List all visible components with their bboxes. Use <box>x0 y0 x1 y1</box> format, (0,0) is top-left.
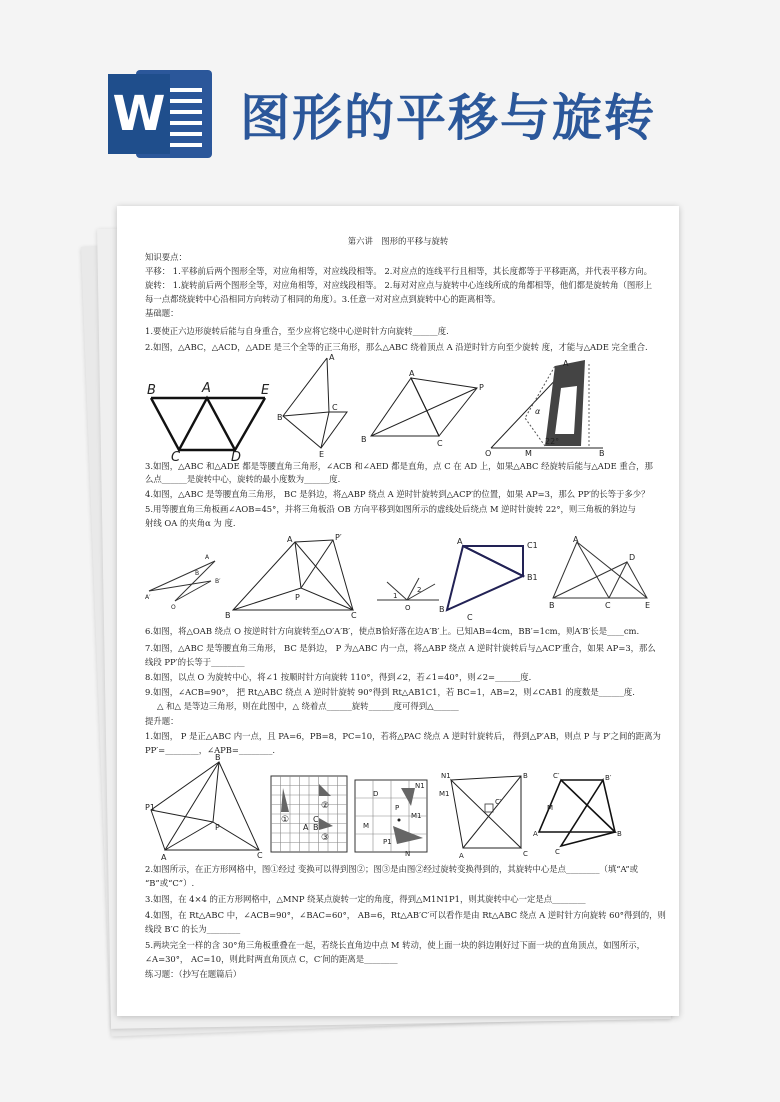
fig8-label: B1 <box>527 573 538 582</box>
fig10-label: B <box>215 753 221 762</box>
fig9-label: D <box>629 553 636 562</box>
fig11-label: ① <box>281 815 290 825</box>
fig2-label: C <box>332 403 338 412</box>
fig14-label: B <box>617 830 622 838</box>
text-line: 射线 OA 的夹角α 为 度. <box>145 518 236 528</box>
word-logo-icon <box>108 70 212 158</box>
fig9-label: B <box>549 601 555 610</box>
text-line: 5.用等腰直角三角板画∠AOB=45°，并将三角板沿 OB 方向平移到如图所示的虚线处后绕点 M 逆时针旋转 22°，则三角板的斜边与 <box>145 504 636 514</box>
text-line: 么点______是旋转中心，旋转的最小度数为______度. <box>145 474 341 484</box>
fig4-label: B <box>599 449 605 458</box>
fig14-label: B′ <box>605 774 612 782</box>
text-line: 4.如图，在 Rt△ABC 中，∠ACB=90°，∠BAC=60°， AB=6，Rt△AB′C′可以看作是由 Rt△ABC 绕点 A 逆时针方向旋转 60°得到的，则 <box>145 910 666 920</box>
fig13-label: C <box>523 850 528 858</box>
fig4-label: α <box>535 407 541 416</box>
fig5-label: B′ <box>215 578 221 585</box>
fig5-label: O <box>171 604 176 611</box>
fig11-label: ② <box>321 801 330 811</box>
text-line: 线段 PP′的长等于________ <box>145 657 245 667</box>
text-line: 每一点都绕旋转中心沿相同方向转动了相同的角度）。3.任意一对对应点到旋转中心的距离相等。 <box>145 294 501 304</box>
text-line: 8.如图，以点 O 为旋转中心，将∠1 按顺时针方向旋转 110°，得到∠2，若∠1=40°，则∠2=______度. <box>145 672 532 682</box>
text-line: 4.如图，△ABC 是等腰直角三角形， BC 是斜边，将△ABP 绕点 A 逆时针旋转到△ACP′的位置，如果 AP=3，那么 PP′的长等于多少？ <box>145 489 650 499</box>
fig12-label: M <box>363 822 370 830</box>
fig2-label: E <box>319 450 325 459</box>
fig9-label: A <box>573 535 579 544</box>
fig11-label: ③ <box>321 833 330 843</box>
text-line: 3.如图，在 4×4 的正方形网格中，△MNP 绕某点旋转一定的角度，得到△M1N1P1，则其旋转中心一定是点________ <box>145 894 586 904</box>
text-line: 9.如图，∠ACB=90°， 把 Rt△ABC 绕点 A 逆时针旋转 90°得到 Rt△AB1C1，若 BC=1，AB=2，则∠CAB1 的度数是______度. <box>145 687 635 697</box>
fig4-label: M <box>525 449 532 458</box>
banner <box>0 0 780 200</box>
fig7-label: O <box>405 604 411 612</box>
fig11-label: A <box>303 823 309 832</box>
fig3-label: A <box>409 369 415 378</box>
fig2-label: B <box>277 413 283 422</box>
text-line: 3.如图，△ABC 和△ADE 都是等腰直角三角形，∠ACB 和∠AED 都是直角，点 C 在 AD 上，如果△ABC 经旋转后能与△ADE 重合，那 <box>145 461 653 471</box>
fig13-label: B <box>523 772 528 780</box>
fig4-label: A <box>563 359 569 368</box>
fig12-label: N <box>405 850 411 858</box>
fig8-label: C1 <box>527 541 538 550</box>
text-line: 5.两块完全一样的含 30°角三角板重叠在一起，若绕长直角边中点 M 转动，使上面一块的斜边刚好过下面一块的直角顶点，如图所示， <box>145 940 646 950</box>
fig5-label: A <box>205 554 210 561</box>
text-line: 2.如图，△ABC，△ACD，△ADE 是三个全等的正三角形，那么△ABC 绕着顶点 A 沿逆时针方向至少旋转 度，才能与△ADE 完全重合. <box>145 342 648 352</box>
banner-title: 图形的平移与旋转 <box>240 89 656 147</box>
fig10-label: C <box>257 851 263 860</box>
fig11-label: C <box>313 815 319 824</box>
fig11-label: B <box>313 823 319 832</box>
fig6-label: P′ <box>335 533 342 542</box>
fig3-label: C <box>437 439 443 448</box>
figure-angles-fig8 <box>373 566 443 620</box>
fig6-label: B <box>225 611 231 620</box>
fig8-label: C <box>467 613 473 622</box>
word-logo-letter: W <box>108 74 170 154</box>
fig6-label: C <box>351 611 357 620</box>
fig1-label: E <box>261 383 270 398</box>
fig12-label: M1 <box>411 812 422 820</box>
text-line: 7.如图，△ABC 是等腰直角三角形， BC 是斜边， P 为△ABC 内一点，将△ABP 绕点 A 逆时针旋转后与△ACP′重合，如果 AP=3，那么 <box>145 643 656 653</box>
figure-rotation-fig7 <box>225 533 365 622</box>
fig14-label: M <box>547 804 554 812</box>
fig12-label: P <box>395 804 400 812</box>
fig1-label: A <box>202 381 211 396</box>
text-line: PP′=________，∠APB=________. <box>145 745 276 755</box>
fig8-label: A <box>457 537 463 546</box>
figure-right-triangle-rotation <box>437 770 537 864</box>
figure-rotated-triangle <box>361 369 487 458</box>
fig10-label: A <box>161 853 167 862</box>
figure-set-square <box>485 358 610 462</box>
figure-equilateral-triangles <box>145 356 270 465</box>
text-line: 2.如图所示，在正方形网格中，图①经过 变换可以得到图②；图③是由图②经过旋转变换得到的，其旋转中心是点________（填“A”或 <box>145 864 639 874</box>
figure-point-in-triangle <box>145 753 263 862</box>
fig5-label: B <box>195 570 200 577</box>
fig6-label: A <box>287 535 293 544</box>
fig3-label: P <box>479 383 484 392</box>
text-line: 旋转： 1.旋转前后两个图形全等，对应角相等，对应线段相等。 2.每对对应点与旋转中心连线所成的角都相等，他们都是旋转角（图形上 <box>145 280 653 290</box>
fig7-label: 2 <box>417 586 422 594</box>
figure-rotation-fig6 <box>145 551 225 615</box>
fig9-label: C <box>605 601 611 610</box>
figure-equilateral-fig10 <box>547 535 657 622</box>
figure-grid-rotation <box>353 778 433 860</box>
fig13-label: M1 <box>439 790 450 798</box>
figure-30-degree-set-squares <box>533 772 628 860</box>
fig10-label: P1 <box>145 803 155 812</box>
fig10-label: P <box>215 823 220 832</box>
fig8-label: B <box>439 605 445 614</box>
fig13-label: C′ <box>495 798 502 806</box>
fig1-label: D <box>231 450 242 465</box>
figure-rotation-fig9 <box>439 537 549 624</box>
text-line: ∠A=30°， AC=10，则此时两直角顶点 C，C′间的距离是________ <box>145 954 398 964</box>
fig3-label: B <box>361 435 367 444</box>
text-line: 提升题： <box>145 716 179 726</box>
fig14-label: C <box>555 848 560 856</box>
fig12-label: N1 <box>415 782 425 790</box>
text-line: 1.要使正六边形旋转后能与自身重合，至少应将它绕中心逆时针方向旋转______度. <box>145 326 449 336</box>
fig2-label: A <box>329 353 335 362</box>
figure-grid-transform <box>269 774 349 858</box>
text-line: 平移： 1.平移前后两个图形全等，对应角相等，对应线段相等。 2.对应点的连线平行且相等，其长度都等于平移距离，并代表平移方向。 <box>145 266 653 276</box>
fig12-label: P1 <box>383 838 392 846</box>
fig4-label: 22° <box>545 437 560 446</box>
fig5-label: A′ <box>145 594 151 601</box>
fig7-label: 1 <box>393 592 398 600</box>
fig14-label: A <box>533 830 538 838</box>
fig14-label: C′ <box>553 772 560 780</box>
page-title: 第六讲 图形的平移与旋转 <box>347 236 449 246</box>
text-line: “B”或“C”）. <box>145 878 195 888</box>
fig4-label: O <box>485 449 492 458</box>
text-line: 线段 B′C 的长为________ <box>145 924 241 934</box>
text-line: 知识要点： <box>145 252 187 262</box>
fig6-label: P <box>295 593 300 602</box>
text-line: 1.如图， P 是正△ABC 内一点，且 PA=6，PB=8，PC=10，若将△PAC 绕点 A 逆时针旋转后， 得到△P′AB，则点 P 与 P′之间的距离为 <box>145 731 661 741</box>
figure-isosceles-right-triangles <box>277 354 359 458</box>
document-page <box>117 206 679 1016</box>
text-line: △ 和△ 是等边三角形，则在此图中，△ 绕着点______旋转______度可得到△______ <box>157 701 459 711</box>
fig9-label: E <box>645 601 651 610</box>
text-line: 6.如图，将△OAB 绕点 O 按逆时针方向旋转至△O′A′B′，使点B恰好落在边A′B′上。已知AB=4cm，BB′=1cm，则A′B′长是____cm. <box>145 626 640 636</box>
fig1-label: B <box>147 383 156 398</box>
fig12-label: D <box>373 790 379 798</box>
fig13-label: A <box>459 852 464 860</box>
fig1-label: C <box>171 450 181 465</box>
text-line: 基础题： <box>145 308 179 318</box>
fig13-label: N1 <box>441 772 451 780</box>
text-line: 练习题：（抄写在题篇后） <box>145 969 242 979</box>
